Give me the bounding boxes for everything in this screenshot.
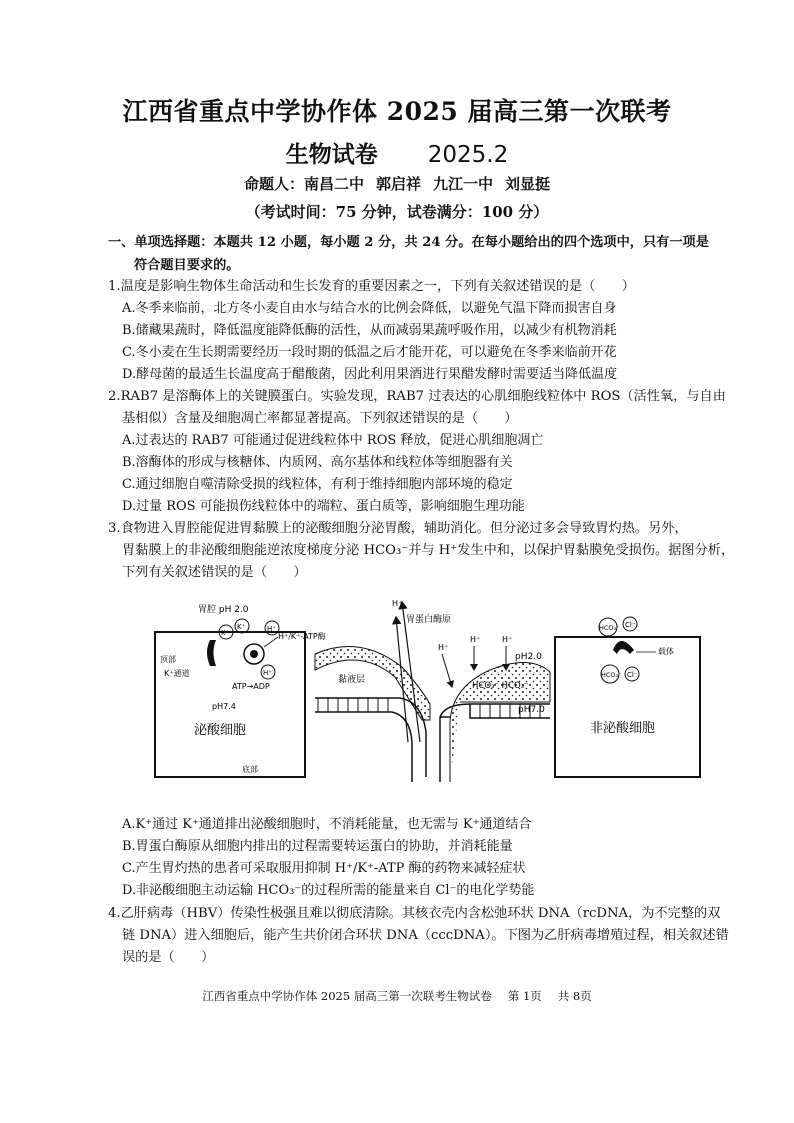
pump-circle-inner xyxy=(250,650,258,658)
q1-stem: 1.温度是影响生物体生命活动和生长发育的重要因素之一，下列有关叙述错误的是（ ） xyxy=(108,279,635,294)
h-top-label: H⁺ xyxy=(392,599,403,608)
k-channel-label: K⁺通道 xyxy=(164,669,190,678)
mucosa-cells xyxy=(318,698,388,712)
page-footer xyxy=(0,988,794,1004)
authors-label: 命题人：南昌二中 xyxy=(243,175,364,193)
k-channel-shape xyxy=(207,640,216,666)
q3-stem-1: 3.食物进入胃腔能促进胃黏膜上的泌酸细胞分泌胃酸，辅助消化。但分泌过多会导致胃灼热。另外， xyxy=(108,521,688,536)
atp-label: ATP→ADP xyxy=(232,682,270,691)
exam-info: （考试时间：75 分钟，试卷满分：100 分） xyxy=(245,203,549,221)
footer-title: 江西省重点中学协作体 2025 届高三第一次联考生物试卷 xyxy=(202,989,492,1003)
k-ion-label-1: K⁺ xyxy=(221,629,230,637)
non-acid-cell-label: 非泌酸细胞 xyxy=(590,721,656,736)
q1-option-d: D.酵母菌的最适生长温度高于醋酸菌，因此利用果酒进行果醋发酵时需要适当降低温度 xyxy=(122,367,618,382)
q4-stem-2: 链 DNA）进入细胞后，能产生共价闭合环状 DNA（cccDNA）。下图为乙肝病毒增殖过程，相关叙述错 xyxy=(122,928,729,943)
hco3-ion-label-top: HCO₃⁻ xyxy=(599,624,620,632)
q1-option-b: B.储藏果蔬时，降低温度能降低酶的活性，从而减弱果蔬呼吸作用，以减少有机物消耗 xyxy=(122,323,617,338)
h-mid-label: H⁺ xyxy=(438,643,449,652)
mucosa-lower xyxy=(315,712,412,782)
q4-stem-3: 误的是（ ） xyxy=(122,950,215,965)
pump-label-line xyxy=(264,637,278,647)
hco3-pair-label: HCO₃⁻ HCO₃⁻ xyxy=(472,681,529,691)
h-right-label-2: H⁺ xyxy=(502,635,513,644)
top-label: 顶部 xyxy=(160,655,176,664)
section-line-2: 符合题目要求的。 xyxy=(134,257,240,273)
exam-date: 2025.2 xyxy=(427,142,509,168)
carrier-label: 载体 xyxy=(658,647,674,656)
q4-stem-1: 4.乙肝病毒（HBV）传染性极强且难以彻底清除。其核衣壳内含松弛环状 DNA（rcDNA，为不完整的双 xyxy=(108,906,721,921)
acid-cell-label: 泌酸细胞 xyxy=(194,723,247,738)
h-ion-label-2: H⁺ xyxy=(263,669,272,677)
bottom-label: 底部 xyxy=(242,765,258,774)
ph74-label: pH7.4 xyxy=(212,702,236,711)
pepsinogen-label: 胃蛋白酶原 xyxy=(406,615,452,625)
exam-title: 江西省重点中学协作体 2025 届高三第一次联考 xyxy=(122,97,672,126)
q2-option-a: A.过表达的 RAB7 可能通过促进线粒体中 ROS 释放，促进心肌细胞凋亡 xyxy=(122,433,544,448)
hco3-ion-label-bottom: HCO₃⁻ xyxy=(601,671,622,679)
ph70-label: pH7.0 xyxy=(518,705,545,715)
h-arrow-mid xyxy=(442,654,452,687)
q1-option-c: C.冬小麦在生长期需要经历一段时期的低温之后才能开花，可以避免在冬季来临前开花 xyxy=(122,345,617,360)
cl-ion-label-top: Cl⁻ xyxy=(625,621,636,629)
author-1: 郭启祥 xyxy=(375,175,421,193)
subject-name: 生物试卷 xyxy=(285,141,378,168)
stomach-ph-label: 胃腔 pH 2.0 xyxy=(198,605,249,615)
q2-option-d: D.过量 ROS 可能损伤线粒体中的端粒、蛋白质等，影响细胞生理功能 xyxy=(122,499,525,514)
q2-option-b: B.溶酶体的形成与核糖体、内质网、高尔基体和线粒体等细胞器有关 xyxy=(122,455,513,470)
footer-total: 共 8页 xyxy=(557,989,592,1003)
q3-stem-3: 下列有关叙述错误的是（ ） xyxy=(122,565,307,580)
h-right-label-1: H⁺ xyxy=(470,635,481,644)
ph20-label: pH2.0 xyxy=(515,652,542,662)
non-acid-cell-box xyxy=(555,637,700,777)
footer-page: 第 1页 xyxy=(507,989,542,1003)
author-2: 刘显挺 xyxy=(505,175,551,193)
school-2: 九江一中 xyxy=(433,175,494,193)
cl-ion-label-bottom: Cl⁻ xyxy=(627,671,638,679)
authors-line xyxy=(0,173,794,194)
h-ion-label-1: H⁺ xyxy=(267,625,276,633)
carrier-shape xyxy=(613,641,634,654)
q3-option-a: A.K⁺通过 K⁺通道排出泌酸细胞时，不消耗能量，也无需与 K⁺通道结合 xyxy=(122,817,532,832)
mucus-label: 黏液层 xyxy=(338,675,366,685)
pump-label: H⁺/K⁺-ATP酶 xyxy=(278,632,326,641)
section-heading xyxy=(108,232,768,277)
q3-option-c: C.产生胃灼热的患者可采取服用抑制 H⁺/K⁺-ATP 酶的药物来减轻症状 xyxy=(122,861,526,876)
q3-option-b: B.胃蛋白酶原从细胞内排出的过程需要转运蛋白的协助，并消耗能量 xyxy=(122,839,513,854)
k-ion-label-2: K⁺ xyxy=(237,623,246,631)
q3-option-d: D.非泌酸细胞主动运输 HCO₃⁻的过程所需的能量来自 Cl⁻的电化学势能 xyxy=(122,883,535,898)
exam-subject xyxy=(0,136,794,169)
q2-option-c: C.通过细胞自噬清除受损的线粒体，有利于维持细胞内部环境的稳定 xyxy=(122,477,513,492)
mucosa-upper xyxy=(315,698,426,777)
q1-option-a: A.冬季来临前，北方冬小麦自由水与结合水的比例会降低，以避免气温下降而损害自身 xyxy=(122,301,617,316)
q2-stem-1: 2.RAB7 是溶酶体上的关键膜蛋白。实验发现，RAB7 过表达的心肌细胞线粒体中 ROS（活性氧，与自由 xyxy=(108,389,726,404)
q2-stem-2: 基相似）含量及细胞凋亡率都显著提高。下列叙述错误的是（ ） xyxy=(122,411,518,426)
stomach-cells-figure xyxy=(150,592,710,792)
q3-stem-2: 胃黏膜上的非泌酸细胞能逆浓度梯度分泌 HCO₃⁻并与 H⁺发生中和，以保护胃黏膜免受损伤。据图分析， xyxy=(122,543,735,558)
section-line-1: 一、单项选择题：本题共 12 小题，每小题 2 分，共 24 分。在每小题给出的四个选项中，只有一项是 xyxy=(108,235,709,250)
